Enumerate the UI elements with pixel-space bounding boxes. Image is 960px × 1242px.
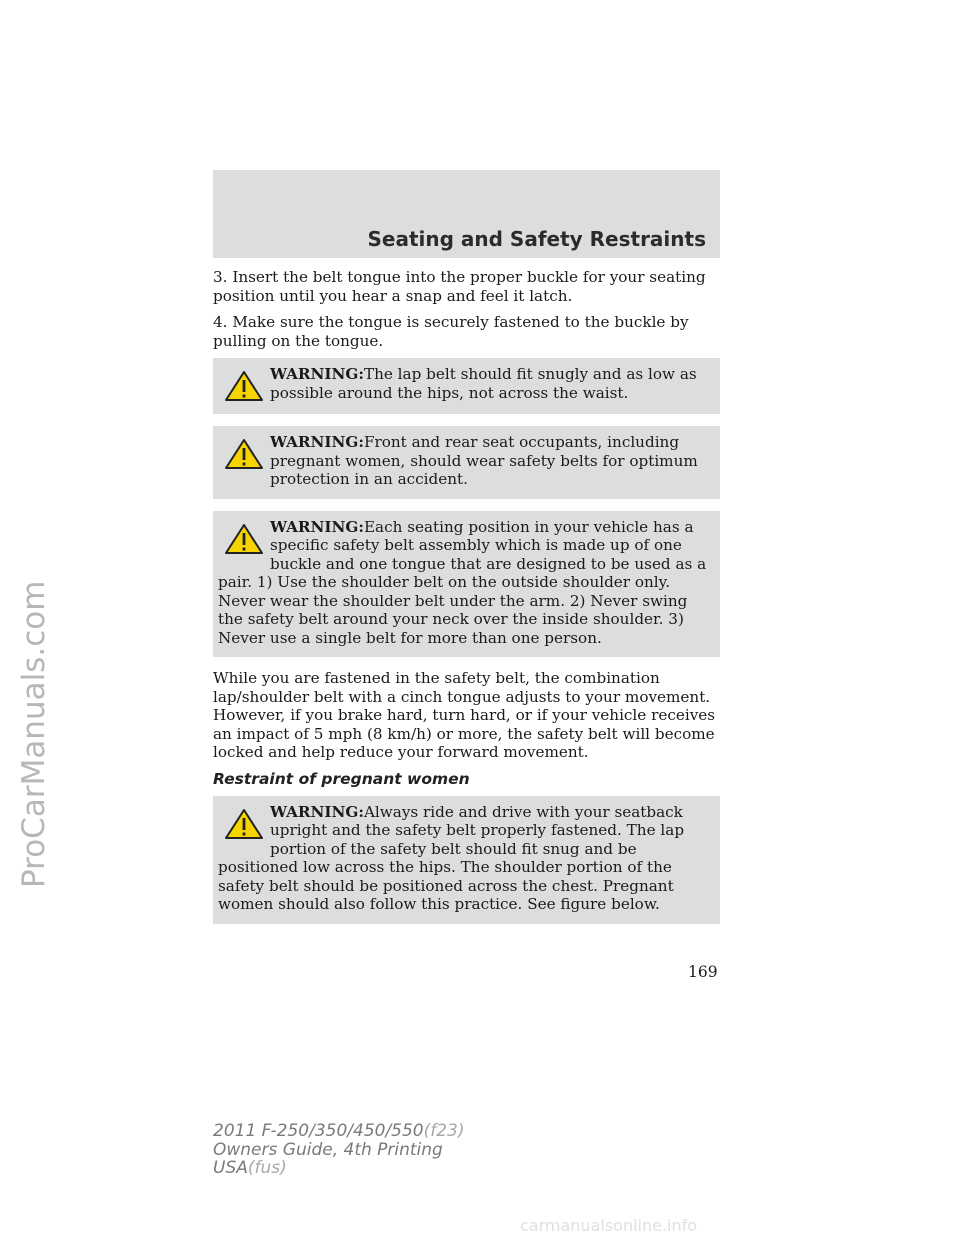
section-title: Seating and Safety Restraints (367, 227, 706, 251)
footer-printing: Owners Guide, 4th Printing (213, 1139, 443, 1160)
footer-model: 2011 F-250/350/450/550 (213, 1121, 424, 1141)
warning-label: WARNING: (270, 802, 364, 821)
page-number: 169 (688, 963, 718, 981)
step-4-paragraph: 4. Make sure the tongue is securely fastened to the buckle by pulling on the tongue. (213, 313, 689, 350)
footer-model-code: (f23) (423, 1121, 465, 1141)
fastened-paragraph: While you are fastened in the safety belt, the combination lap/shoulder belt with a cinch tongue adjusts to your movement. However, if you brake hard, turn hard, or if your vehicle receives an impact of 5 mph (8 km/h) or more, the safety belt will become locked and help reduce your forward movement. (213, 669, 716, 761)
watermark-procarmanuals (0, 340, 60, 900)
page-content (213, 268, 720, 936)
warning-label: WARNING: (270, 517, 364, 536)
warning-text: Each seating position in your vehicle has a specific safety belt assembly which is made up of one buckle and one tongue that are designed to be used as a pair. 1) Use the shoulder belt on the outside shoulder only. Never wear the shoulder belt under the arm. 2) Never swing the safety belt around your neck over the inside shoulder. 3) Never use a single belt for more than one person. (218, 517, 707, 647)
warning-label: WARNING: (270, 365, 364, 383)
warning-text: Front and rear seat occupants, including pregnant women, should wear safety belts for optimum protection in an accident. (270, 433, 698, 488)
warning-triangle-icon (224, 370, 264, 402)
warning-box-lap-belt (213, 358, 720, 414)
warning-box-occupants (213, 426, 720, 499)
warning-triangle-icon (224, 808, 264, 840)
subheading-pregnant-women: Restraint of pregnant women (213, 769, 470, 788)
warning-triangle-icon (224, 438, 264, 470)
watermark-text: ProCarManuals.com (16, 580, 52, 888)
site-watermark: carmanualsonline.info (520, 1216, 698, 1235)
step-3-paragraph: 3. Insert the belt tongue into the proper buckle for your seating position until you hear a snap and feel it latch. (213, 268, 706, 305)
warning-box-pregnant (213, 796, 720, 924)
footer-market: USA (213, 1158, 248, 1178)
warning-label: WARNING: (270, 433, 364, 451)
warning-triangle-icon (224, 523, 264, 555)
warning-text: The lap belt should fit snugly and as low as possible around the hips, not across the waist. (270, 365, 697, 402)
footer-market-code: (fus) (247, 1158, 287, 1178)
warning-text: Always ride and drive with your seatback upright and the safety belt properly fastened. The lap portion of the safety belt should fit snug and be positioned low across the hips. The shoulder portion of the safety belt should be positioned across the chest. Pregnant women should also follow this practice. See figure below. (218, 802, 685, 913)
section-header-band (213, 170, 720, 258)
document-footer (213, 1122, 465, 1178)
warning-box-seating-position (213, 511, 720, 658)
